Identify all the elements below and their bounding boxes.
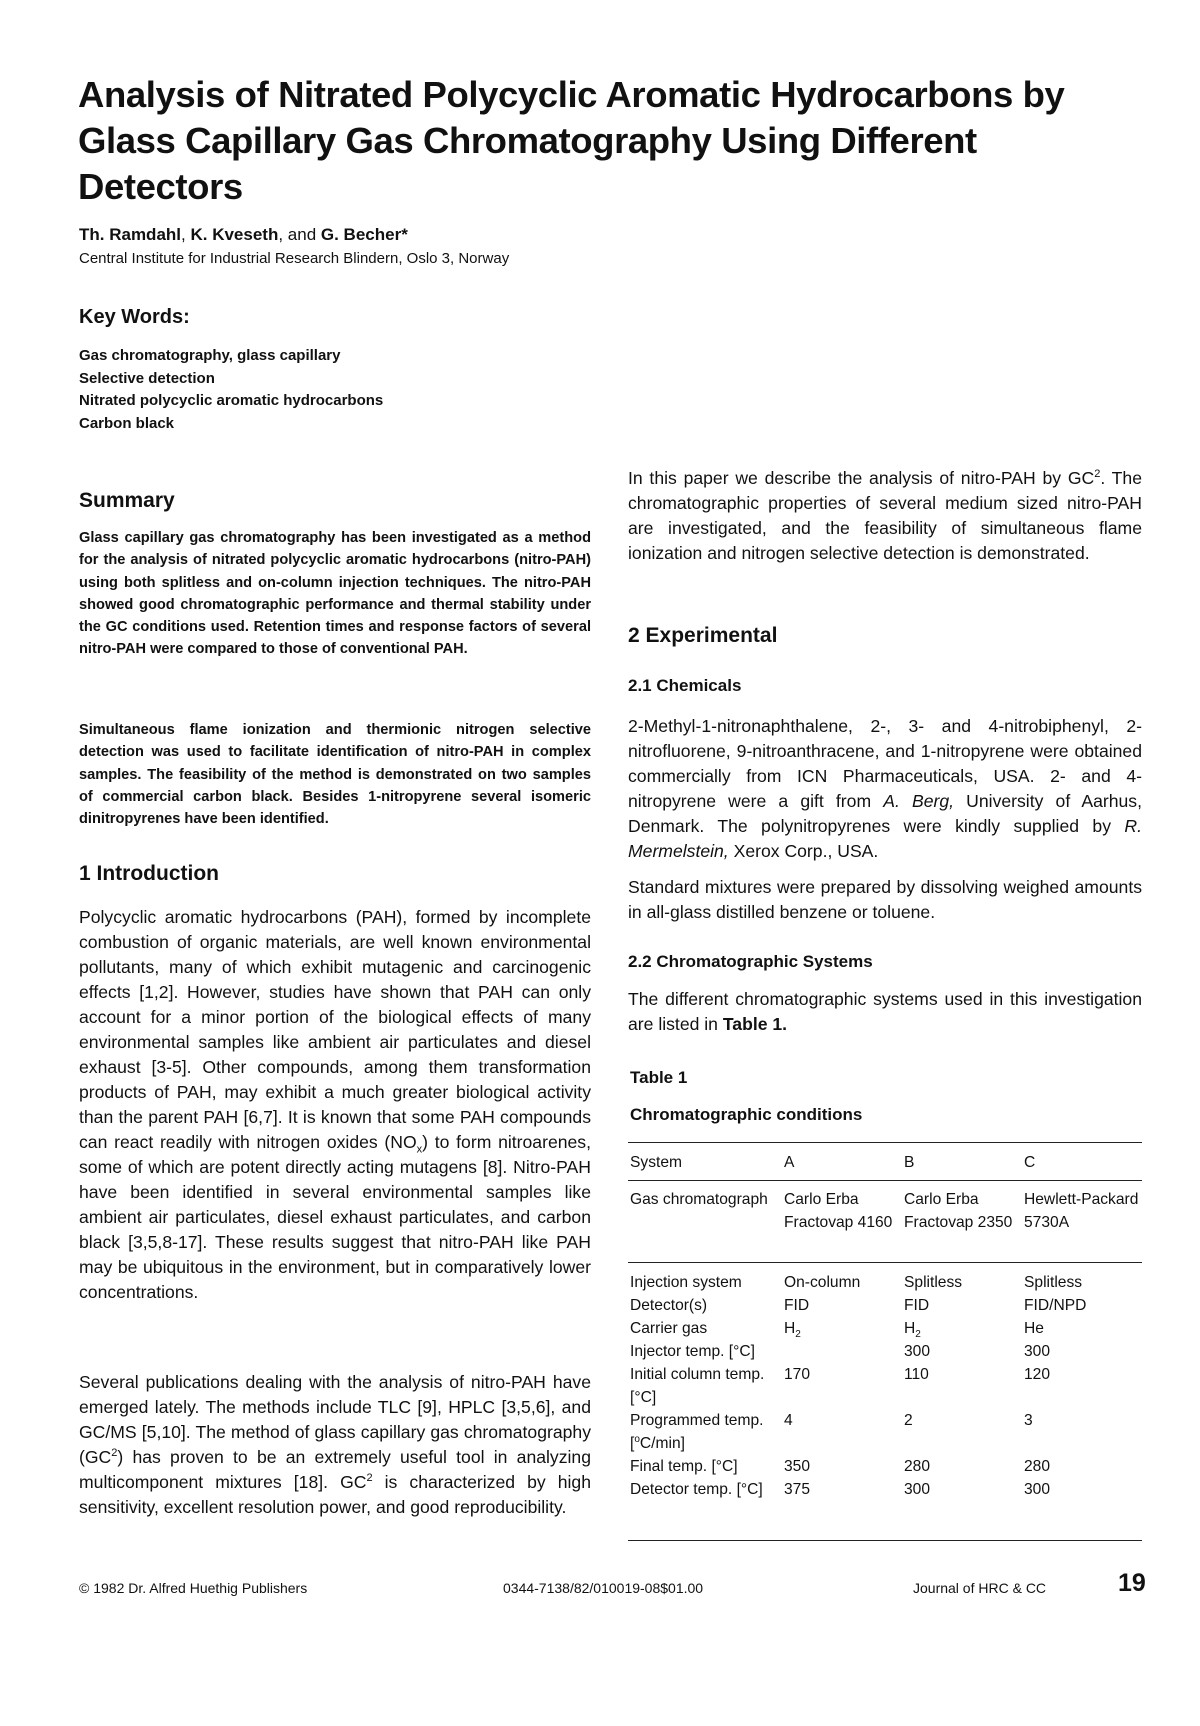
keywords-heading: Key Words:: [79, 306, 190, 328]
author-name: G. Becher*: [320, 225, 408, 244]
table-row: [630, 1455, 1142, 1478]
table-cell: 170: [784, 1366, 811, 1383]
table-row: [630, 1478, 1142, 1501]
table-cell: He: [1024, 1320, 1044, 1337]
introduction-paragraph-3: In this paper we describe the analysis of nitro-PAH by $GC^2$. The chromatographic properties of several medium sized nitro-PAH are investigated, and the feasibility of simultaneous flame ionization and nitrogen selective detection is demonstrated.: [628, 468, 1143, 563]
table-label: Table 1: [630, 1068, 688, 1087]
summary-heading: Summary: [79, 489, 175, 512]
table-body: [630, 1271, 1142, 1501]
table-cell: Initial column temp. [°C]: [630, 1366, 765, 1406]
table-cell: Injection system: [630, 1274, 742, 1291]
table-row: [630, 1363, 1142, 1409]
table-cell: Detector temp. [°C]: [630, 1481, 763, 1498]
article-code: 0344-7138/82/010019-08$01.00: [503, 1580, 704, 1596]
chromatographic-systems-paragraph: The different chromatographic systems used in this investigation are listed in Table 1.: [628, 989, 1142, 1034]
table-cell: Splitless: [1024, 1274, 1083, 1291]
table-cell: Injector temp. [°C]: [630, 1343, 755, 1360]
table-cell: 280: [904, 1458, 931, 1475]
table-cell: 300: [904, 1343, 931, 1360]
chemicals-paragraph-1: 2-Methyl-1-nitronaphthalene, 2-, 3- and 4-nitrobiphenyl, 2-nitrofluorene, 9-nitroanthracene, and 1-nitropyrene were obtained commercially from ICN Pharmaceuticals, USA. 2- and 4-nitropyrene were a gift from A. Berg, University of Aarhus, Denmark. The polynitropyrenes were kindly supplied by R. Mermelstein, Xerox Corp., USA.: [628, 716, 1142, 861]
table-cell: Gas chromatograph: [630, 1191, 768, 1208]
table-cell: Carrier gas: [630, 1320, 708, 1337]
keyword-item: Carbon black: [79, 414, 175, 432]
table-top-rule: [628, 1142, 1142, 1143]
keyword-item: Selective detection: [79, 369, 215, 387]
table-section-rule: [628, 1262, 1142, 1263]
table-cell: FID/NPD: [1024, 1297, 1087, 1314]
table-cell: FID: [784, 1297, 810, 1314]
table-cell: 2: [904, 1412, 913, 1429]
table-cell: 3: [1024, 1412, 1033, 1429]
table-row-gas-chromatograph: [630, 1188, 1142, 1234]
table-cell: 350: [784, 1458, 811, 1475]
table-cell: Splitless: [904, 1274, 963, 1291]
table-cell: Programmed temp. [$^o$C/min]: [630, 1412, 764, 1452]
author-separator: ,: [181, 225, 191, 244]
table-bottom-rule: [628, 1540, 1142, 1541]
table-cell: [784, 1340, 904, 1363]
author-list: [79, 225, 408, 245]
table-cell: 110: [904, 1366, 929, 1383]
table-cell: 300: [1024, 1481, 1051, 1498]
table-cell: Carlo Erba Fractovap 4160: [784, 1191, 893, 1231]
table-row: [630, 1294, 1142, 1317]
keyword-item: Nitrated polycyclic aromatic hydrocarbons: [79, 392, 384, 409]
table-cell: 375: [784, 1481, 811, 1498]
table-header-cell: B: [904, 1154, 915, 1171]
table-header-cell: System: [630, 1154, 682, 1171]
author-separator: , and: [278, 225, 321, 244]
table-cell: Final temp. [°C]: [630, 1458, 738, 1475]
author-name: K. Kveseth: [190, 225, 279, 244]
journal-name: Journal of HRC & CC: [913, 1580, 1047, 1596]
introduction-paragraph-2: Several publications dealing with the analysis of nitro-PAH have emerged lately. The methods include TLC [9], HPLC [3,5,6], and GC/MS [5,10]. The method of glass capillary gas chromatography $(GC^2)$ has proven to be an extremely useful tool in analyzing multicomponent mixtures [18]. $GC^2$ is characterized by high sensitivity, excellent resolution power, and good reproducibility.: [79, 1372, 591, 1517]
table-row: [630, 1271, 1142, 1294]
table-cell: Detector(s): [630, 1297, 708, 1314]
table-cell: 4: [784, 1412, 793, 1429]
table-header-cell: C: [1024, 1154, 1036, 1171]
introduction-heading: 1 Introduction: [79, 862, 219, 885]
table-header-cell: A: [784, 1154, 795, 1171]
summary-paragraph-2: Simultaneous flame ionization and thermionic nitrogen selective detection was used to facilitate identification of nitro-PAH in complex samples. The feasibility of the method is demonstrated on two samples of commercial carbon black. Besides 1-nitropyrene several isomeric dinitropyrenes have been identified.: [79, 722, 591, 828]
summary-paragraph-1: Glass capillary gas chromatography has been investigated as a method for the analysis of nitrated polycyclic aromatic hydrocarbons (nitro-PAH) using both splitless and on-column injection techniques. The nitro-PAH showed good chromatographic performance and thermal stability under the GC conditions used. Retention times and response factors of several nitro-PAH were compared to those of conventional PAH.: [79, 530, 591, 658]
chromatographic-systems-heading: 2.2 Chromatographic Systems: [628, 952, 873, 971]
table-cell: 300: [904, 1481, 931, 1498]
keywords-list: [79, 345, 383, 435]
table-row: [630, 1340, 1142, 1363]
table-cell: $H_2$: [904, 1320, 921, 1341]
table-cell: Hewlett-Packard 5730A: [1024, 1191, 1139, 1231]
author-name: Th. Ramdahl: [79, 225, 182, 244]
keyword-item: Gas chromatography, glass capillary: [79, 347, 341, 364]
table-header-row: [630, 1151, 1142, 1174]
table-cell: FID: [904, 1297, 930, 1314]
table-cell: 280: [1024, 1458, 1051, 1475]
table-cell: $H_2$: [784, 1320, 801, 1341]
paper-title: Analysis of Nitrated Polycyclic Aromatic Hydrocarbons by Glass Capillary Gas Chromatography Using Different Detectors: [78, 74, 1065, 207]
introduction-paragraph-1: Polycyclic aromatic hydrocarbons (PAH), formed by incomplete combustion of organic materials, are well known environmental pollutants, many of which exhibit mutagenic and carcinogenic effects [1,2]. However, studies have shown that PAH can only account for a minor portion of the biological effects of many environmental samples like ambient air particulates and diesel exhaust [3-5]. Other compounds, among them transformation products of PAH, may exhibit a much greater biological activity than the parent PAH [6,7]. It is known that some PAH compounds can react readily with nitrogen oxides $(NO_x)$ to form nitroarenes, some of which are potent directly acting mutagens [8]. Nitro-PAH have been identified in several environmental samples like ambient air particulates, diesel exhaust particulates, and carbon black [3,5,8-17]. These results suggest that nitro-PAH like PAH may be ubiquitous in the environment, but in comparatively lower concentrations.: [79, 907, 591, 1302]
page-number: 19: [1118, 1569, 1146, 1597]
table-header-rule: [628, 1180, 1142, 1181]
table-cell: On-column: [784, 1274, 861, 1291]
chemicals-paragraph-2: Standard mixtures were prepared by dissolving weighed amounts in all-glass distilled benzene or toluene.: [628, 877, 1142, 922]
table-row: [630, 1317, 1142, 1340]
table-cell: Carlo Erba Fractovap 2350: [904, 1191, 1013, 1231]
table-cell: 300: [1024, 1343, 1051, 1360]
chemicals-heading: 2.1 Chemicals: [628, 676, 742, 695]
affiliation: Central Institute for Industrial Research Blindern, Oslo 3, Norway: [79, 250, 510, 267]
experimental-heading: 2 Experimental: [628, 624, 778, 647]
table-cell: 120: [1024, 1366, 1051, 1383]
copyright-notice: © 1982 Dr. Alfred Huethig Publishers: [79, 1580, 308, 1596]
table-row: [630, 1409, 1142, 1455]
table-caption: Chromatographic conditions: [630, 1105, 863, 1124]
